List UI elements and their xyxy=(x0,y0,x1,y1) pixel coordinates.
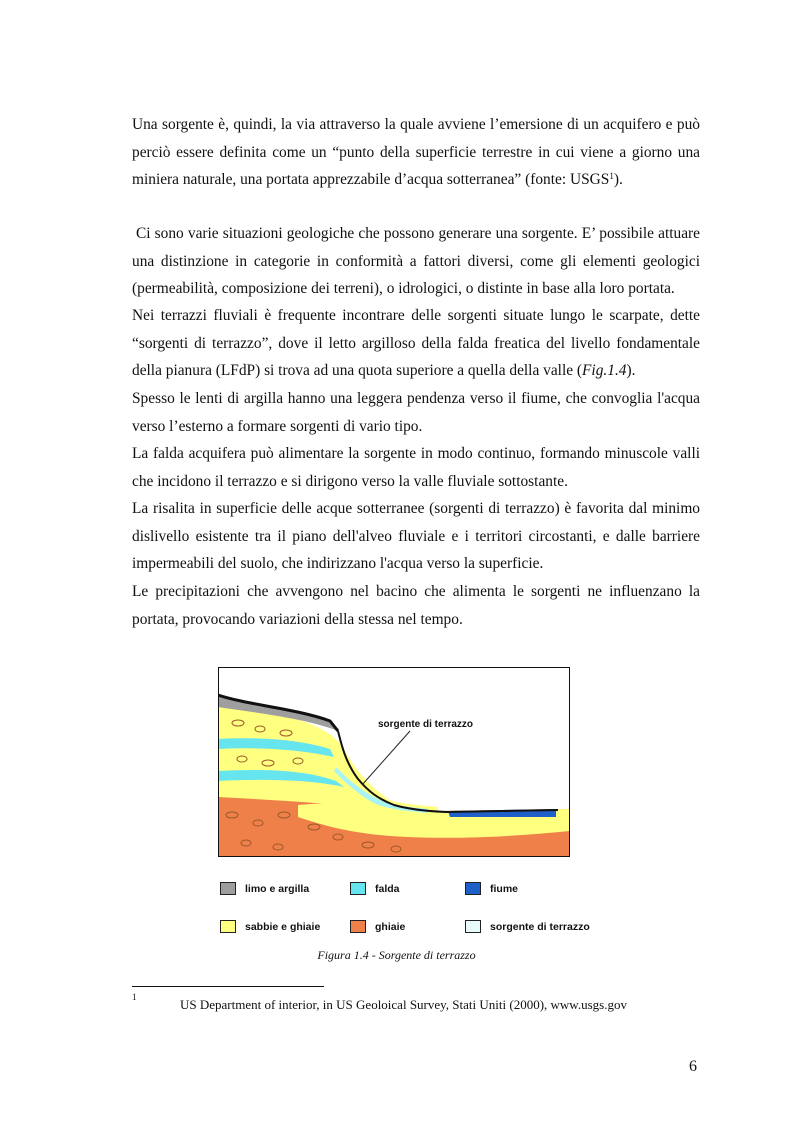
legend-item-falda: falda xyxy=(350,882,400,895)
legend-swatch xyxy=(465,920,481,933)
legend-item-sorgente: sorgente di terrazzo xyxy=(465,920,590,933)
legend-swatch xyxy=(465,882,481,895)
paragraph-2: Ci sono varie situazioni geologiche che possono generare una sorgente. E’ possibile attuare una distinzione in categorie in conformità a fattori diversi, come gli elementi geologici (permeabilità, composizione dei terreni), o idrologici, o distinte in base alla loro portata. xyxy=(132,225,700,297)
paragraph-6: La risalita in superficie delle acque sotterranee (sorgenti di terrazzo) è favorita dal minimo dislivello esistente tra il piano dell'alveo fluviale e i territori circostanti, e dalle barriere impermeabili del suolo, che indirizzano l'acqua verso la superficie. xyxy=(132,500,700,572)
terrace-spring-diagram xyxy=(218,667,570,857)
legend-item-fiume: fiume xyxy=(465,882,518,895)
paragraph-1: Una sorgente è, quindi, la via attraverso la quale avviene l’emersione di un acquifero e può perciò essere definita come un “punto della superficie terrestre in cui viene a giorno una miniera naturale, una portata apprezzabile d’acqua sotterranea” (fonte: USGS$^1$). xyxy=(132,116,700,188)
legend-item-limo: limo e argilla xyxy=(220,882,309,895)
legend-item-sabbie: sabbie e ghiaie xyxy=(220,920,320,933)
legend-swatch xyxy=(220,920,236,933)
figure-legend xyxy=(220,882,620,942)
footnote-divider xyxy=(132,986,324,987)
paragraph-7: Le precipitazioni che avvengono nel bacino che alimenta le sorgenti ne influenzano la portata, provocando variazioni della stessa nel tempo. xyxy=(132,583,700,628)
legend-item-ghiaie: ghiaie xyxy=(350,920,405,933)
footnote-text: US Department of interior, in US Geoloical Survey, Stati Uniti (2000), www.usgs.gov xyxy=(180,997,627,1012)
page-number: 6 xyxy=(689,1058,697,1075)
legend-swatch xyxy=(220,882,236,895)
annotation-label: sorgente di terrazzo xyxy=(378,719,474,730)
paragraph-3: Nei terrazzi fluviali è frequente incontrare delle sorgenti situate lungo le scarpate, dette “sorgenti di terrazzo”, dove il letto argilloso della falda freatica del livello fondamentale della pianura (LFdP) si trova ad una quota superiore a quella della valle (Fig.1.4). xyxy=(132,307,700,379)
footnote-ref: 1 xyxy=(609,171,614,181)
paragraph-5: La falda acquifera può alimentare la sorgente in modo continuo, formando minuscole valli che incidono il terrazzo e si dirigono verso la valle fluviale sottostante. xyxy=(132,445,700,490)
figure-ref: Fig.1.4 xyxy=(582,362,627,379)
footnote-mark: 1 xyxy=(132,992,137,1002)
legend-swatch xyxy=(350,882,366,895)
paragraph-4: Spesso le lenti di argilla hanno una leggera pendenza verso il fiume, che convoglia l'acqua verso l’esterno a formare sorgenti di vario tipo. xyxy=(132,390,700,435)
legend-swatch xyxy=(350,920,366,933)
figure-caption: Figura 1.4 - Sorgente di terrazzo xyxy=(317,948,476,962)
